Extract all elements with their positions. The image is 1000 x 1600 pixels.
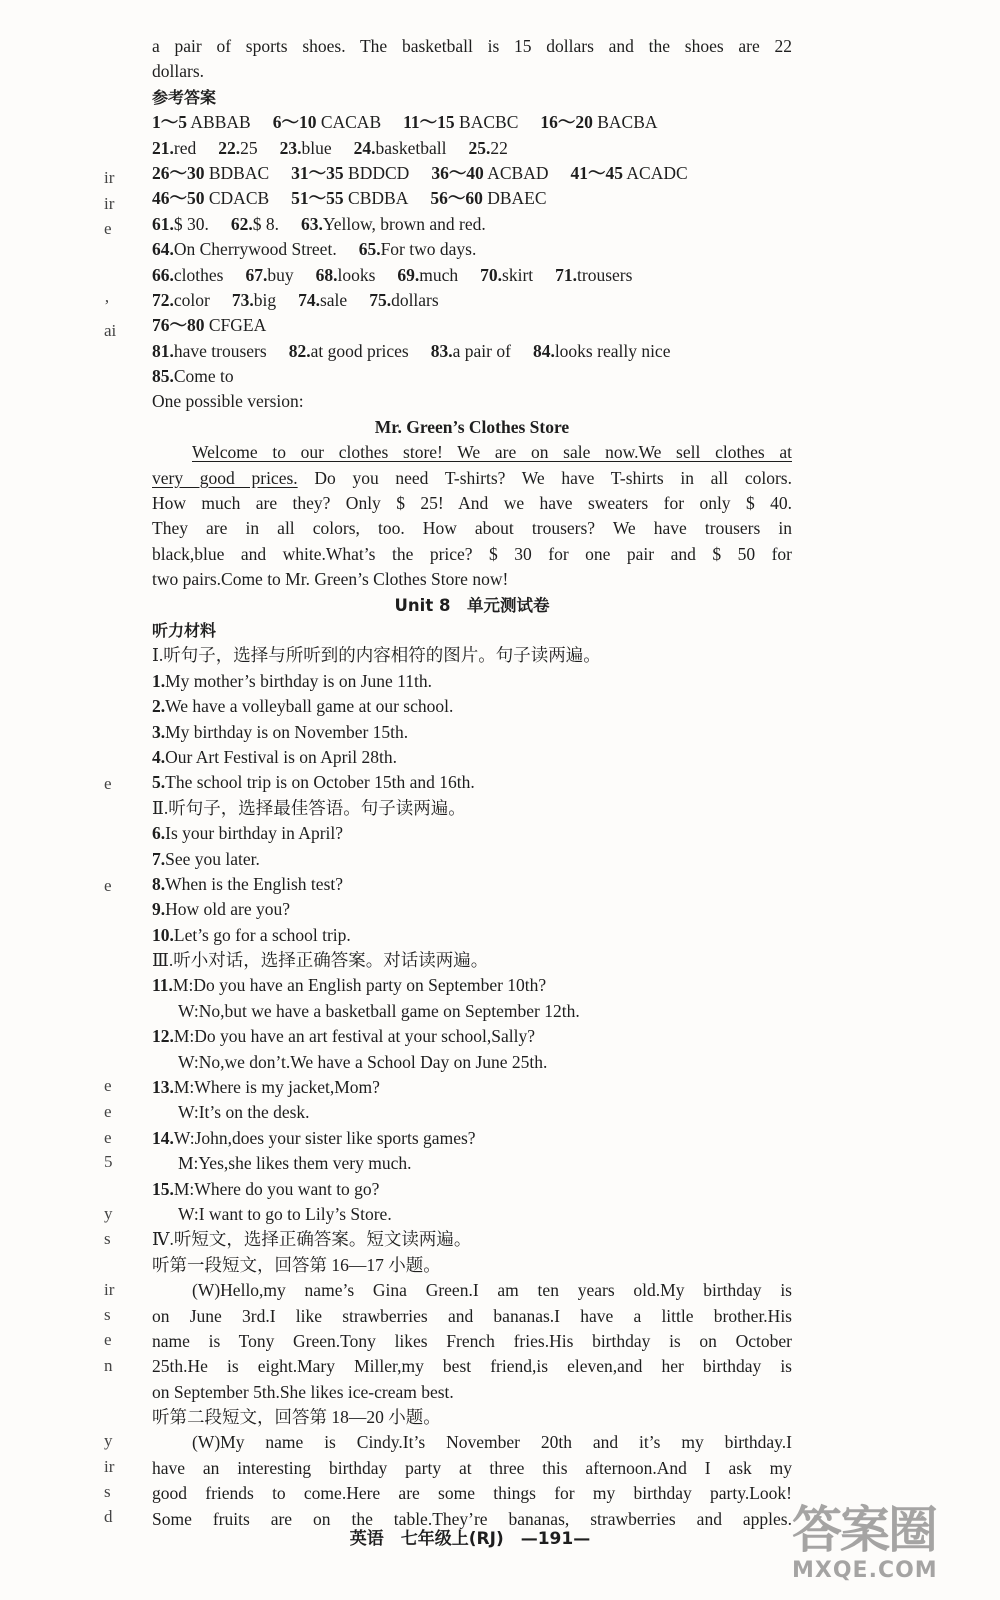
answer-number: 64. xyxy=(152,239,174,260)
answer-value: CBDBA xyxy=(343,188,409,209)
item-number: 13. xyxy=(152,1077,174,1098)
answer-value: 25 xyxy=(240,137,258,158)
margin-fragment: s xyxy=(104,1305,111,1324)
answer-row xyxy=(152,339,792,364)
item-text: How old are you? xyxy=(165,899,291,920)
answer-value: basketball xyxy=(375,137,447,158)
listening-item xyxy=(152,897,792,922)
answer-row xyxy=(152,313,792,338)
answer-value: sale xyxy=(319,289,348,310)
essay-line-1 xyxy=(152,440,792,465)
passage-1-title: 听第一段短文，回答第 16—17 小题。 xyxy=(152,1254,441,1275)
dialog-line xyxy=(152,973,792,998)
answer-value: ACBAD xyxy=(483,162,549,183)
dialog-text: M:Do you have an English party on September 10th? xyxy=(172,975,547,996)
answer-row xyxy=(152,136,792,161)
answer-number: 22. xyxy=(218,137,241,158)
answer-number: 84. xyxy=(532,340,555,361)
essay-underlined-1: Welcome to our clothes store! We are on sale now.We sell clothes at xyxy=(192,442,792,463)
item-text: We have a volleyball game at our school. xyxy=(165,696,454,717)
answer-row xyxy=(152,364,792,389)
answer-number: 23. xyxy=(279,137,302,158)
answer-value: clothes xyxy=(173,264,224,285)
answer-number: 46～50 xyxy=(152,188,205,209)
answer-number: 73. xyxy=(231,289,254,310)
essay-line-4: They are in all colors, too. How about trousers? We have trousers in xyxy=(152,518,792,539)
answer-row xyxy=(152,161,792,186)
margin-fragment: y xyxy=(104,1204,113,1223)
answer-value: much xyxy=(419,264,459,285)
margin-fragment: e xyxy=(104,219,112,238)
margin-fragment: s xyxy=(104,1482,111,1501)
answer-value: For two days. xyxy=(380,239,477,260)
listening-item xyxy=(152,745,792,770)
item-number: 1. xyxy=(152,670,166,691)
answer-row xyxy=(152,237,792,262)
margin-fragment: ir xyxy=(104,1457,115,1476)
answer-value: have trousers xyxy=(173,340,267,361)
answer-number: 63. xyxy=(301,213,323,234)
listening-item xyxy=(152,821,792,846)
answer-value: blue xyxy=(301,137,332,158)
item-number: 3. xyxy=(152,721,166,742)
dialog-reply: W:No,but we have a basketball game on September 12th. xyxy=(178,1000,580,1021)
passage-1-line: (W)Hello,my name’s Gina Green.I am ten years old.My birthday is xyxy=(192,1280,792,1301)
answer-value: looks really nice xyxy=(554,340,671,361)
essay-line-2-rest: Do you need T-shirts? We have T-shirts in all colors. xyxy=(297,467,792,488)
item-number: 12. xyxy=(152,1026,174,1047)
passage-1-line: 25th.He is eight.Mary Miller,my best friend,is eleven,and her birthday is xyxy=(152,1356,792,1377)
listening-item xyxy=(152,872,792,897)
watermark-url: MXQE.COM xyxy=(792,1558,938,1583)
item-number: 4. xyxy=(152,746,166,767)
margin-fragment: ir xyxy=(104,194,115,213)
unit-title: Unit 8 单元测试卷 xyxy=(394,595,550,615)
listening-item xyxy=(152,720,792,745)
item-text: My birthday is on November 15th. xyxy=(165,721,409,742)
listening-item xyxy=(152,923,792,948)
answer-value: DBAEC xyxy=(482,188,547,209)
answer-value: Yellow, brown and red. xyxy=(322,213,486,234)
item-number: 9. xyxy=(152,899,166,920)
margin-fragment: ai xyxy=(104,321,117,340)
dialog-reply: W:I want to go to Lily’s Store. xyxy=(178,1203,392,1224)
answer-value: $ 8. xyxy=(252,213,279,234)
dialog-reply: W:It’s on the desk. xyxy=(178,1102,310,1123)
answer-number: 85. xyxy=(152,366,174,387)
listening-item xyxy=(152,694,792,719)
essay-line-5: black,blue and white.What’s the price? $ 30 for one pair and $ 50 for xyxy=(152,543,792,564)
dialog-line xyxy=(152,1075,792,1100)
margin-fragment: e xyxy=(104,774,112,793)
answer-value: CACAB xyxy=(316,112,382,133)
passage-2-title: 听第二段短文，回答第 18—20 小题。 xyxy=(152,1407,441,1428)
item-number: 6. xyxy=(152,823,166,844)
answer-number: 72. xyxy=(152,289,174,310)
item-number: 7. xyxy=(152,848,166,869)
passage-1-line: name is Tony Green.Tony likes French fries.His birthday is on October xyxy=(152,1330,792,1351)
item-text: Is your birthday in April? xyxy=(165,823,344,844)
item-number: 15. xyxy=(152,1178,174,1199)
answer-number: 11～15 xyxy=(403,112,455,133)
answer-row xyxy=(152,186,792,211)
answer-number: 1～5 xyxy=(152,112,187,133)
answer-value: On Cherrywood Street. xyxy=(173,239,337,260)
answer-value: buy xyxy=(267,264,294,285)
intro-line-1: a pair of sports shoes. The basketball is 15 dollars and the shoes are 22 xyxy=(152,36,792,56)
answer-number: 68. xyxy=(315,264,338,285)
item-text: The school trip is on October 15th and 16th. xyxy=(165,772,475,793)
answer-row xyxy=(152,110,792,135)
essay-intro: One possible version: xyxy=(152,391,304,412)
margin-fragment: e xyxy=(104,1128,112,1147)
answer-value: looks xyxy=(337,264,376,285)
dialog-reply: W:No,we don’t.We have a School Day on June 25th. xyxy=(178,1051,548,1072)
answer-key xyxy=(152,110,792,389)
answer-number: 66. xyxy=(152,264,174,285)
item-text: When is the English test? xyxy=(165,873,344,894)
listening-section-title: Ⅰ.听句子，选择与所听到的内容相符的图片。句子读两遍。 xyxy=(152,645,601,666)
dialog-text: M:Do you have an art festival at your school,Sally? xyxy=(173,1026,535,1047)
answer-value: ACADC xyxy=(622,162,688,183)
answer-number: 25. xyxy=(468,137,491,158)
answer-number: 61. xyxy=(152,213,174,234)
passage-2-line: Some fruits are on the table.They’re bananas, strawberries and apples. xyxy=(152,1508,792,1529)
answer-value: 22 xyxy=(490,137,508,158)
watermark-logo-text: 答案圈 xyxy=(792,1501,936,1559)
passage-1-line: on September 5th.She likes ice-cream best. xyxy=(152,1381,454,1402)
answer-number: 21. xyxy=(152,137,174,158)
answer-number: 69. xyxy=(397,264,420,285)
answer-number: 83. xyxy=(430,340,453,361)
item-number: 11. xyxy=(152,975,173,996)
answer-value: CDACB xyxy=(204,188,270,209)
answer-number: 65. xyxy=(358,239,381,260)
answer-number: 70. xyxy=(480,264,503,285)
answer-value: dollars xyxy=(391,289,439,310)
dialog-text: W:John,does your sister like sports games? xyxy=(173,1127,476,1148)
item-number: 8. xyxy=(152,873,166,894)
margin-fragment: e xyxy=(104,1102,112,1121)
answer-value: BACBA xyxy=(592,112,658,133)
passage-2-line: (W)My name is Cindy.It’s November 20th and it’s my birthday.I xyxy=(192,1432,792,1453)
item-text: Our Art Festival is on April 28th. xyxy=(165,746,397,767)
answer-value: color xyxy=(173,289,210,310)
intro-line-2: dollars. xyxy=(152,61,205,82)
essay-line-6: two pairs.Come to Mr. Green’s Clothes Store now! xyxy=(152,569,509,590)
margin-fragment: ir xyxy=(104,1280,115,1299)
margin-fragment: ir xyxy=(104,168,115,187)
page-content xyxy=(152,34,792,1532)
item-text: Let’s go for a school trip. xyxy=(173,924,351,945)
answer-value: red xyxy=(173,137,197,158)
answer-value: Come to xyxy=(173,366,234,387)
item-text: My mother’s birthday is on June 11th. xyxy=(165,670,432,691)
site-watermark xyxy=(792,1502,992,1590)
listening-section-title: Ⅲ.听小对话，选择正确答案。对话读两遍。 xyxy=(152,950,489,971)
passage-2-line: have an interesting birthday party at three this afternoon.And I ask my xyxy=(152,1457,792,1478)
margin-fragment: ’ xyxy=(104,296,110,315)
answer-number: 31～35 xyxy=(291,162,344,183)
item-number: 2. xyxy=(152,696,166,717)
answer-number: 71. xyxy=(555,264,578,285)
listening-item xyxy=(152,770,792,795)
listening-heading: 听力材料 xyxy=(152,620,217,640)
answer-number: 16～20 xyxy=(540,112,593,133)
answer-row xyxy=(152,288,792,313)
dialog-text: M:Where is my jacket,Mom? xyxy=(173,1077,380,1098)
listening-item xyxy=(152,847,792,872)
listening-item xyxy=(152,669,792,694)
answer-number: 36～40 xyxy=(431,162,484,183)
essay-line-3: How much are they? Only $ 25! And we have sweaters for only $ 40. xyxy=(152,493,792,514)
listening-material xyxy=(152,643,792,1532)
answer-row xyxy=(152,263,792,288)
dialog-reply: M:Yes,she likes them very much. xyxy=(178,1153,412,1174)
answer-number: 75. xyxy=(369,289,392,310)
answer-value: BDDCD xyxy=(343,162,410,183)
answer-number: 67. xyxy=(245,264,268,285)
answer-value: at good prices xyxy=(310,340,409,361)
dialog-line xyxy=(152,1126,792,1151)
answer-number: 76～80 xyxy=(152,315,205,336)
answer-value: a pair of xyxy=(452,340,511,361)
answer-number: 81. xyxy=(152,340,174,361)
item-number: 14. xyxy=(152,1127,174,1148)
answer-value: BDBAC xyxy=(204,162,270,183)
dialog-line xyxy=(152,1177,792,1202)
margin-fragment: y xyxy=(104,1431,113,1450)
passage-2-line: good friends to come.Here are some things for my birthday party.Look! xyxy=(152,1483,792,1504)
margin-fragment: e xyxy=(104,1076,112,1095)
answer-number: 74. xyxy=(298,289,320,310)
listening-section-title: Ⅳ.听短文，选择正确答案。短文读两遍。 xyxy=(152,1229,472,1250)
answer-number: 51～55 xyxy=(291,188,344,209)
margin-fragment: s xyxy=(104,1229,111,1248)
answer-row xyxy=(152,212,792,237)
answer-number: 24. xyxy=(353,137,376,158)
essay-underlined-2: very good prices. xyxy=(152,467,298,488)
margin-fragment: e xyxy=(104,876,112,895)
answer-value: trousers xyxy=(577,264,633,285)
essay-line-2 xyxy=(152,466,792,491)
item-number: 10. xyxy=(152,924,174,945)
item-text: See you later. xyxy=(165,848,260,869)
answer-value: CFGEA xyxy=(204,315,267,336)
answer-number: 26～30 xyxy=(152,162,205,183)
answer-number: 82. xyxy=(288,340,311,361)
margin-fragment: 5 xyxy=(104,1152,113,1171)
answer-value: $ 30. xyxy=(173,213,209,234)
passage-1-line: on June 3rd.I like strawberries and bananas.I have a little brother.His xyxy=(152,1305,792,1326)
dialog-line xyxy=(152,1024,792,1049)
answer-value: BACBC xyxy=(454,112,519,133)
answer-value: skirt xyxy=(502,264,534,285)
page-footer: 英语 七年级上(RJ) —191— xyxy=(349,1529,591,1549)
listening-section-title: Ⅱ.听句子，选择最佳答语。句子读两遍。 xyxy=(152,797,466,818)
item-number: 5. xyxy=(152,772,166,793)
answer-number: 41～45 xyxy=(570,162,623,183)
margin-fragment: e xyxy=(104,1330,112,1349)
essay-title: Mr. Green’s Clothes Store xyxy=(374,416,570,437)
answer-value: ABBAB xyxy=(187,112,251,133)
dialog-text: M:Where do you want to go? xyxy=(173,1178,380,1199)
answer-number: 6～10 xyxy=(272,112,317,133)
margin-fragment: d xyxy=(104,1507,113,1526)
answer-number: 56～60 xyxy=(430,188,483,209)
margin-fragment: n xyxy=(104,1356,113,1375)
answer-value: big xyxy=(253,289,277,310)
answers-heading: 参考答案 xyxy=(152,87,217,107)
answer-number: 62. xyxy=(230,213,253,234)
